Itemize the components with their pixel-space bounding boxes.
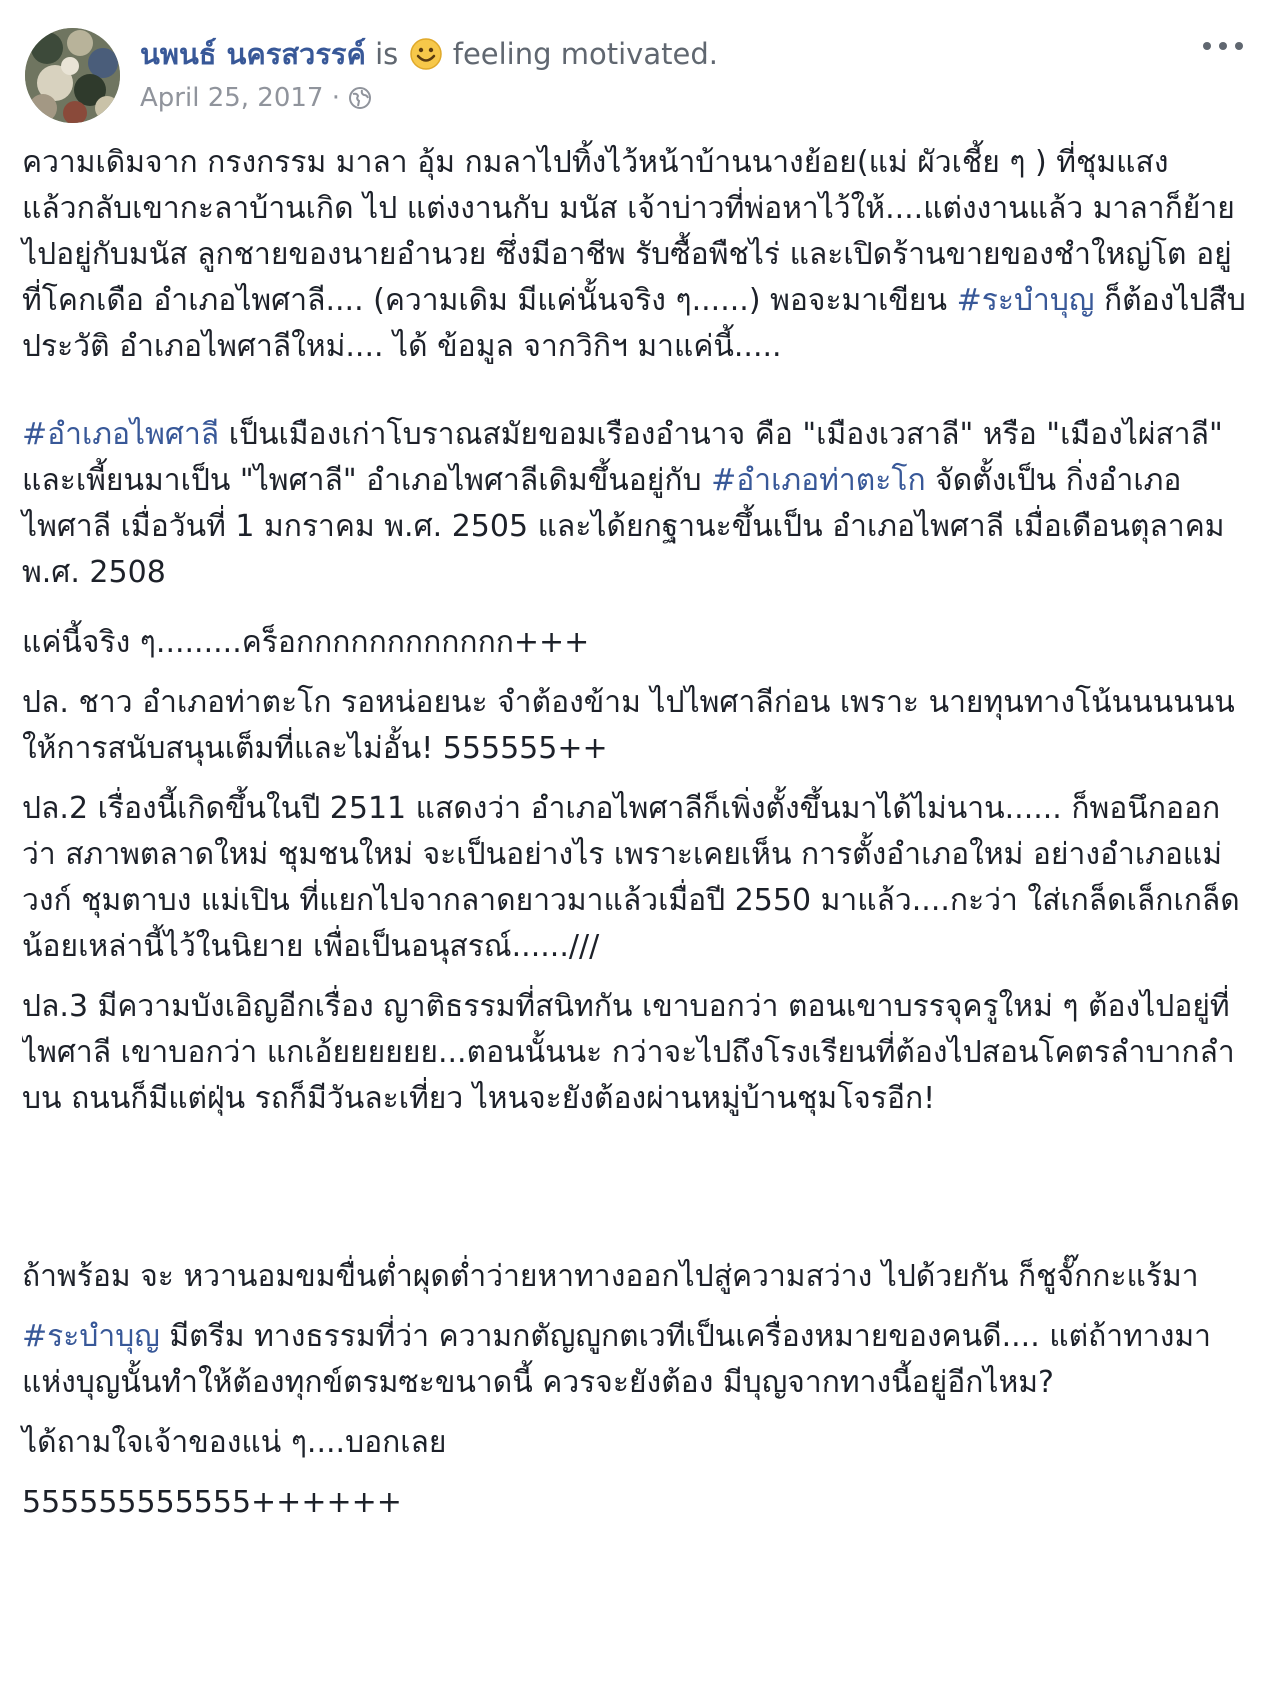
more-options-icon (1195, 28, 1255, 68)
author-line (140, 34, 718, 74)
paragraph-4: ปล. ชาว อำเภอท่าตะโก รอหน่อยนะ จำต้องข้าม ไปไพศาลีก่อน เพราะ นายทุนทางโน้นนนนนน ให้การสนับสนุนเต็มที่และไม่อั้น! 555555++ (22, 685, 1235, 766)
post-header (25, 28, 1255, 123)
hashtag-rabambun-2[interactable]: #ระบำบุญ (22, 1319, 160, 1354)
paragraph-1-text: ความเดิมจาก กรงกรรม มาลา อุ้ม กมลาไปทิ้งไว้หน้าบ้านนางย้อย(แม่ ผัวเชี้ย ๆ ) ที่ชุมแสง แล้วกลับเขากะลาบ้านเกิด ไป แต่งงานกับ มนัส เจ้าบ่าวที่พ่อหาไว้ให้....แต่งงานแล้ว มาลาก็ย้ายไปอยู่กับมนัส ลูกชายของนายอำนวย ซึ่งมีอาชีพ รับซื้อพืชไร่ และเปิดร้านขายของชำใหญ่โต อยู่ที่โคกเดือ อำเภอไพศาลี.... (ความเดิม มีแค่นั้นจริง ๆ......) พอจะมาเขียน (22, 145, 1235, 318)
smiley-icon (410, 38, 442, 70)
paragraph-7: ถ้าพร้อม จะ หวานอมขมขื่นต่ำผุดต่ำว่ายหาทางออกไปสู่ความสว่าง ไปด้วยกัน ก็ชูจั๊กกะแร้มา (22, 1259, 1199, 1294)
avatar-image (25, 28, 120, 123)
paragraph-10: 555555555555++++++ (22, 1485, 402, 1520)
globe-icon[interactable] (348, 84, 372, 108)
paragraph-1-rest: ก็ต้องไปสืบ ประวัติ อำเภอไพศาลีใหม่.... ได้ ข้อมูล จากวิกิฯ มาแค่นี้..... (22, 283, 1246, 364)
paragraph-2 (22, 412, 1247, 606)
paragraph-8 (22, 1314, 1247, 1406)
paragraph-2-text-b: จัดตั้งเป็น กิ่งอำเภอไพศาลี เมื่อวันที่ 1 มกราคม พ.ศ. 2505 และได้ยกฐานะขึ้นเป็น อำเภอไพศาลี เมื่อเดือนตุลาคม พ.ศ. 2508 (22, 463, 1225, 590)
avatar[interactable] (25, 28, 120, 123)
paragraph-6: ปล.3 มีความบังเอิญอีกเรื่อง ญาติธรรมที่สนิทกัน เขาบอกว่า ตอนเขาบรรจุครูใหม่ ๆ ต้องไปอยู่ที่ไพศาลี เขาบอกว่า แกเอ้ยยยยยย...ตอนนั้นนะ กว่าจะไปถึงโรงเรียนที่ต้องไปสอนโคตรลำบากลำบน ถนนก็มีแต่ฝุ่น รถก็มีวันละเที่ยว ไหนจะยังต้องผ่านหมู่บ้านชุมโจรอีก! (22, 989, 1235, 1116)
hashtag-amphoe-phaisali[interactable]: #อำเภอไพศาลี (22, 417, 220, 452)
paragraph-5: ปล.2 เรื่องนี้เกิดขึ้นในปี 2511 แสดงว่า อำเภอไพศาลีก็เพิ่งตั้งขึ้นมาได้ไม่นาน...... ก็พอนึกออกว่า สภาพตลาดใหม่ ชุมชนใหม่ จะเป็นอย่างไร เพราะเคยเห็น การตั้งอำเภอใหม่ อย่างอำเภอแม่วงก์ ชุมตาบง แม่เปิน ที่แยกไปจากลาดยาวมาแล้วเมื่อปี 2550 มาแล้ว....กะว่า ใส่เกล็ดเล็กเกล็ดน้อยเหล่านี้ไว้ในนิยาย เพื่อเป็นอนุสรณ์....../// (22, 791, 1240, 964)
meta-separator: · (331, 83, 341, 113)
paragraph-3: แค่นี้จริง ๆ.........คร็อกกกกกกกกกกกก+++ (22, 625, 590, 660)
post-meta (140, 80, 372, 116)
paragraph-2-text-a: เป็นเมืองเก่าโบราณสมัยขอมเรืองอำนาจ คือ "เมืองเวสาลี" หรือ "เมืองไผ่สาลี" และเพี้ยนมาเป็น "ไพศาลี" อำเภอไพศาลีเดิมขึ้นอยู่กับ (22, 417, 1223, 498)
author-name-link[interactable]: นพนธ์ นครสวรรค์ (140, 37, 366, 71)
section-gap (22, 1138, 1247, 1254)
paragraph-8-rest: มีตรีม ทางธรรมที่ว่า ความกตัญญูกตเวทีเป็นเครื่องหมายของคนดี.... แต่ถ้าทางมาแห่งบุญนั้นทำให้ต้องทุกข์ตรมซะขนาดนี้ ควรจะยังต้อง มีบุญจากทางนี้อยู่อีกไหม? (22, 1319, 1212, 1400)
more-options-button[interactable] (1195, 28, 1255, 68)
hashtag-rabambun[interactable]: #ระบำบุญ (956, 283, 1095, 318)
hashtag-amphoe-tha-tako[interactable]: #อำเภอท่าตะโก (711, 463, 926, 498)
post-date-link[interactable]: April 25, 2017 (140, 83, 324, 113)
is-text: is (375, 37, 399, 71)
paragraph-6-truncated (22, 984, 1247, 1138)
paragraph-9: ได้ถามใจเจ้าของแน่ ๆ....บอกเลย (22, 1425, 447, 1460)
feeling-text: feeling motivated. (452, 37, 718, 71)
post-body (22, 140, 1247, 1526)
paragraph-1 (22, 140, 1247, 398)
